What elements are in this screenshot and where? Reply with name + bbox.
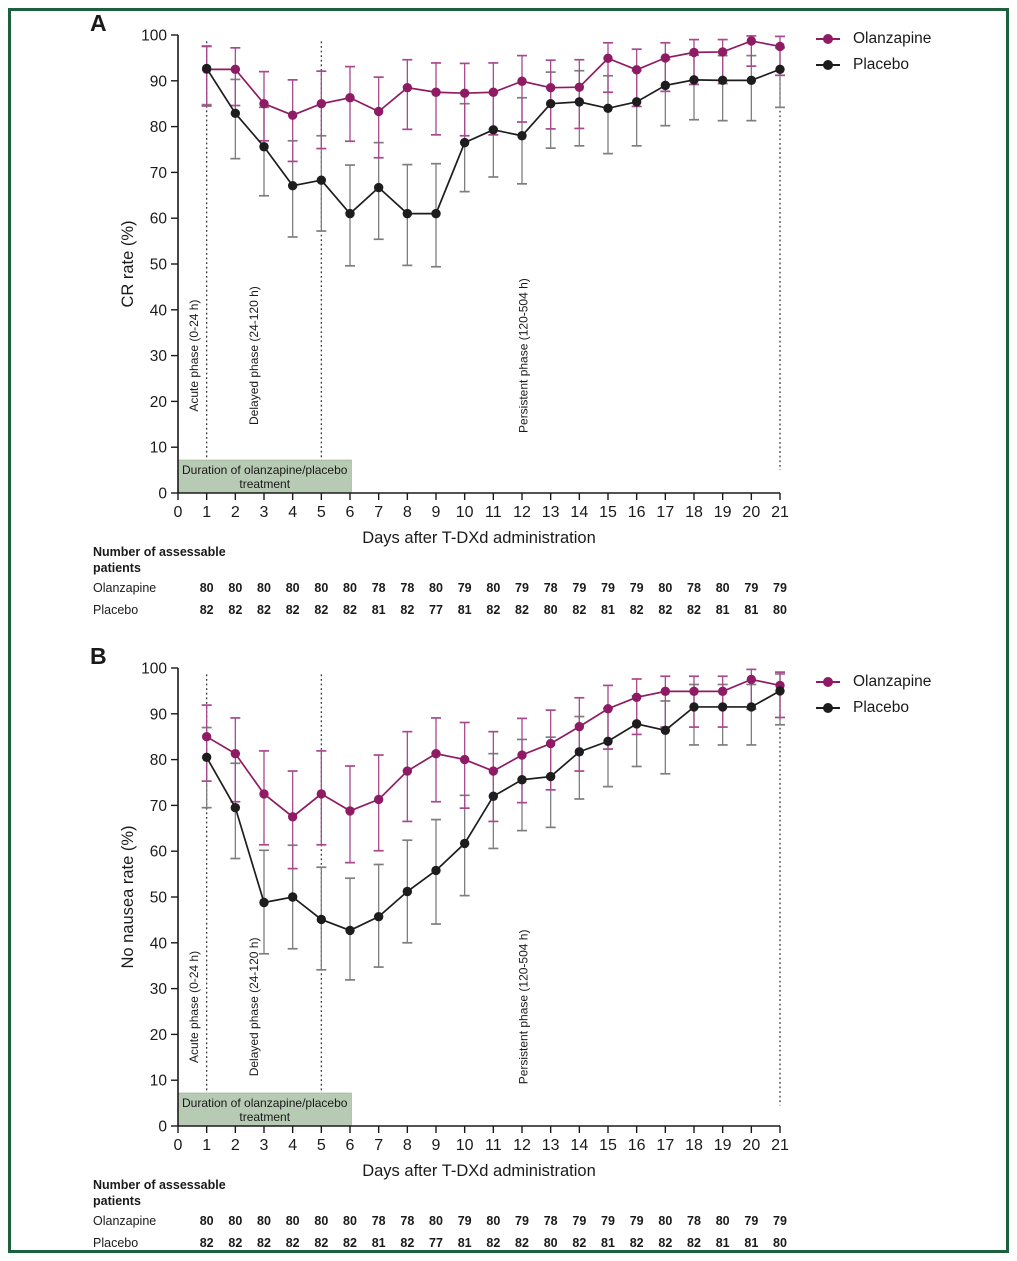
olanzapine-point <box>489 88 498 97</box>
placebo-point <box>632 719 641 728</box>
olanzapine-point <box>517 77 526 86</box>
svg-text:79: 79 <box>629 1214 644 1228</box>
svg-text:82: 82 <box>687 603 701 617</box>
svg-text:79: 79 <box>572 581 587 595</box>
svg-text:Delayed phase (24-120 h): Delayed phase (24-120 h) <box>246 937 261 1077</box>
svg-text:82: 82 <box>343 603 357 617</box>
svg-text:80: 80 <box>199 581 214 595</box>
olanzapine-point <box>317 789 326 798</box>
svg-text:0: 0 <box>173 1137 183 1154</box>
placebo-point <box>431 866 440 875</box>
panel-a-label: A <box>90 10 107 36</box>
olanzapine-point <box>575 83 584 92</box>
svg-text:19: 19 <box>713 1137 732 1154</box>
svg-text:82: 82 <box>257 603 271 617</box>
svg-text:82: 82 <box>687 1236 701 1250</box>
svg-text:82: 82 <box>658 1236 673 1250</box>
legend-item-olanzapine <box>816 673 931 691</box>
svg-text:79: 79 <box>572 1214 587 1228</box>
svg-text:17: 17 <box>656 504 675 521</box>
svg-text:9: 9 <box>431 504 441 521</box>
placebo-point <box>661 726 670 735</box>
svg-text:3: 3 <box>259 1137 269 1154</box>
olanzapine-point <box>403 766 412 775</box>
placebo-point <box>345 926 354 935</box>
placebo-point <box>288 892 297 901</box>
svg-text:30: 30 <box>149 348 167 366</box>
olanzapine-point <box>374 107 383 116</box>
placebo-point <box>317 915 326 924</box>
svg-text:20: 20 <box>742 504 761 521</box>
placebo-point <box>460 839 469 848</box>
olanzapine-point <box>345 806 354 815</box>
svg-text:14: 14 <box>570 1137 589 1154</box>
svg-text:80: 80 <box>773 1236 787 1250</box>
svg-text:2: 2 <box>230 1137 240 1154</box>
svg-text:79: 79 <box>744 1214 759 1228</box>
placebo-point <box>231 803 240 812</box>
olanzapine-point <box>431 88 440 97</box>
olanzapine-point <box>231 749 240 758</box>
placebo-point <box>403 209 412 218</box>
svg-text:81: 81 <box>457 1236 472 1250</box>
placebo-point <box>231 109 240 118</box>
placebo-line-marker-icon <box>816 64 840 67</box>
placebo-point <box>374 183 383 192</box>
svg-text:90: 90 <box>149 73 167 91</box>
svg-text:14: 14 <box>570 504 589 521</box>
placebo-point <box>517 131 526 140</box>
olanzapine-point <box>431 749 440 758</box>
placebo-point <box>747 76 756 85</box>
olanzapine-line-marker-icon <box>816 681 840 684</box>
olanzapine-point <box>718 687 727 696</box>
olanzapine-point <box>747 675 756 684</box>
svg-text:80: 80 <box>658 1214 673 1228</box>
svg-text:Placebo: Placebo <box>93 603 139 617</box>
svg-text:100: 100 <box>141 660 167 678</box>
phase-annotations <box>178 41 780 493</box>
placebo-point <box>603 737 612 746</box>
legend-item-placebo <box>816 56 931 74</box>
assessable-patients-table <box>93 1178 787 1250</box>
olanzapine-point <box>460 88 469 97</box>
svg-text:treatment: treatment <box>239 477 291 492</box>
placebo-point <box>460 138 469 147</box>
svg-text:CR rate (%): CR rate (%) <box>119 220 137 308</box>
svg-text:80: 80 <box>285 1214 300 1228</box>
svg-text:30: 30 <box>149 981 167 999</box>
svg-text:78: 78 <box>543 1214 558 1228</box>
svg-text:79: 79 <box>457 581 472 595</box>
svg-text:100: 100 <box>141 27 167 45</box>
svg-text:Duration of olanzapine/placebo: Duration of olanzapine/placebo <box>181 1096 348 1111</box>
svg-text:80: 80 <box>429 581 443 595</box>
olanzapine-point <box>460 755 469 764</box>
olanzapine-point <box>575 722 584 731</box>
svg-text:70: 70 <box>149 797 167 815</box>
placebo-point <box>661 81 670 90</box>
svg-text:12: 12 <box>513 504 531 521</box>
placebo-point <box>747 702 756 711</box>
svg-text:10: 10 <box>455 1137 474 1154</box>
olanzapine-point <box>546 83 555 92</box>
svg-text:60: 60 <box>149 210 167 228</box>
svg-text:0: 0 <box>158 485 167 503</box>
svg-text:79: 79 <box>744 581 759 595</box>
svg-text:79: 79 <box>601 1214 615 1228</box>
svg-text:21: 21 <box>771 504 789 521</box>
olanzapine-point <box>747 36 756 45</box>
olanzapine-point <box>231 65 240 74</box>
placebo-point <box>689 75 698 84</box>
panel-b <box>0 633 1017 1261</box>
svg-text:81: 81 <box>601 1236 615 1250</box>
placebo-point <box>718 702 727 711</box>
svg-text:80: 80 <box>543 1236 558 1250</box>
svg-text:78: 78 <box>400 581 415 595</box>
olanzapine-point <box>489 766 498 775</box>
svg-text:16: 16 <box>627 504 646 521</box>
svg-text:patients: patients <box>93 561 141 575</box>
olanzapine-point <box>689 48 698 57</box>
legend-a <box>816 30 931 74</box>
svg-text:79: 79 <box>457 1214 472 1228</box>
olanzapine-point <box>603 54 612 63</box>
svg-text:80: 80 <box>658 581 673 595</box>
legend-label-placebo: Placebo <box>853 699 910 716</box>
olanzapine-point <box>517 750 526 759</box>
placebo-point <box>689 702 698 711</box>
placebo-point <box>775 686 784 695</box>
svg-text:Persistent phase (120-504 h): Persistent phase (120-504 h) <box>516 929 531 1085</box>
svg-text:82: 82 <box>515 603 529 617</box>
svg-text:80: 80 <box>343 581 357 595</box>
svg-text:Persistent phase (120-504 h): Persistent phase (120-504 h) <box>516 278 531 433</box>
placebo-error-bars <box>202 674 785 980</box>
svg-text:0: 0 <box>158 1118 167 1136</box>
svg-text:0: 0 <box>173 504 183 521</box>
olanzapine-point <box>546 739 555 748</box>
placebo-point <box>259 898 268 907</box>
placebo-point <box>489 792 498 801</box>
svg-text:78: 78 <box>371 581 386 595</box>
svg-text:82: 82 <box>486 603 501 617</box>
svg-text:82: 82 <box>400 1236 415 1250</box>
svg-text:80: 80 <box>149 119 167 137</box>
svg-text:82: 82 <box>486 1236 501 1250</box>
svg-text:16: 16 <box>627 1137 646 1154</box>
placebo-point <box>288 181 297 190</box>
svg-text:81: 81 <box>601 603 615 617</box>
svg-text:2: 2 <box>230 504 240 521</box>
placebo-point <box>517 775 526 784</box>
placebo-point <box>374 912 383 921</box>
phase-annotations <box>178 674 780 1126</box>
svg-text:80: 80 <box>228 581 243 595</box>
svg-text:5: 5 <box>316 504 326 521</box>
svg-text:82: 82 <box>629 603 644 617</box>
olanzapine-point <box>345 93 354 102</box>
svg-text:19: 19 <box>713 504 732 521</box>
svg-text:Number of assessable: Number of assessable <box>93 1178 226 1192</box>
olanzapine-point <box>661 687 670 696</box>
svg-text:82: 82 <box>400 603 415 617</box>
svg-text:20: 20 <box>742 1137 761 1154</box>
olanzapine-point <box>259 789 268 798</box>
legend-item-placebo <box>816 699 931 717</box>
svg-text:81: 81 <box>744 603 759 617</box>
svg-text:10: 10 <box>149 439 167 457</box>
svg-text:77: 77 <box>429 1236 443 1250</box>
svg-text:82: 82 <box>572 603 587 617</box>
svg-text:70: 70 <box>149 164 167 182</box>
svg-text:79: 79 <box>515 581 529 595</box>
svg-text:82: 82 <box>314 1236 329 1250</box>
olanzapine-point <box>661 53 670 62</box>
olanzapine-point <box>632 65 641 74</box>
svg-text:Olanzapine: Olanzapine <box>93 581 157 595</box>
placebo-line-marker-icon <box>816 707 840 710</box>
svg-text:18: 18 <box>685 504 703 521</box>
svg-text:13: 13 <box>541 504 560 521</box>
svg-text:15: 15 <box>599 1137 617 1154</box>
svg-text:81: 81 <box>715 603 730 617</box>
svg-text:80: 80 <box>543 603 558 617</box>
svg-text:78: 78 <box>543 581 558 595</box>
svg-text:50: 50 <box>149 256 167 274</box>
placebo-point <box>546 772 555 781</box>
placebo-point <box>259 142 268 151</box>
svg-text:8: 8 <box>402 1137 412 1154</box>
svg-text:11: 11 <box>485 504 502 521</box>
placebo-point <box>718 76 727 85</box>
placebo-point <box>575 747 584 756</box>
olanzapine-point <box>259 99 268 108</box>
svg-text:80: 80 <box>429 1214 443 1228</box>
svg-text:80: 80 <box>199 1214 214 1228</box>
svg-text:82: 82 <box>343 1236 357 1250</box>
svg-text:81: 81 <box>744 1236 759 1250</box>
svg-text:78: 78 <box>687 581 701 595</box>
placebo-point <box>546 99 555 108</box>
svg-text:79: 79 <box>601 581 615 595</box>
svg-text:20: 20 <box>149 1026 167 1044</box>
svg-text:11: 11 <box>485 1137 502 1154</box>
svg-text:80: 80 <box>314 581 329 595</box>
svg-text:80: 80 <box>343 1214 357 1228</box>
svg-text:80: 80 <box>285 581 300 595</box>
legend-label-olanzapine: Olanzapine <box>853 30 932 47</box>
placebo-point <box>489 125 498 134</box>
svg-text:80: 80 <box>149 752 167 770</box>
olanzapine-point <box>718 47 727 56</box>
svg-text:9: 9 <box>431 1137 441 1154</box>
svg-text:82: 82 <box>629 1236 644 1250</box>
svg-text:80: 80 <box>228 1214 243 1228</box>
svg-text:3: 3 <box>259 504 269 521</box>
placebo-point <box>775 65 784 74</box>
svg-text:80: 80 <box>773 603 787 617</box>
olanzapine-point <box>288 812 297 821</box>
svg-text:81: 81 <box>715 1236 730 1250</box>
olanzapine-point <box>403 83 412 92</box>
placebo-point <box>431 209 440 218</box>
chart-b-no-nausea-rate <box>0 633 1017 1261</box>
svg-text:17: 17 <box>656 1137 675 1154</box>
svg-text:10: 10 <box>149 1072 167 1090</box>
olanzapine-point <box>603 704 612 713</box>
svg-text:82: 82 <box>515 1236 529 1250</box>
placebo-point <box>202 753 211 762</box>
svg-text:4: 4 <box>288 504 298 521</box>
legend-label-olanzapine: Olanzapine <box>853 673 932 690</box>
svg-text:12: 12 <box>513 1137 531 1154</box>
svg-text:90: 90 <box>149 706 167 724</box>
svg-text:80: 80 <box>257 581 271 595</box>
svg-text:Days after T-DXd administratio: Days after T-DXd administration <box>362 529 596 547</box>
svg-text:Acute phase (0-24 h): Acute phase (0-24 h) <box>186 950 201 1063</box>
svg-text:80: 80 <box>314 1214 329 1228</box>
svg-text:7: 7 <box>374 1137 384 1154</box>
svg-text:80: 80 <box>715 581 730 595</box>
svg-text:Days after T-DXd administratio: Days after T-DXd administration <box>362 1162 596 1180</box>
svg-text:Olanzapine: Olanzapine <box>93 1214 157 1228</box>
svg-text:82: 82 <box>228 1236 243 1250</box>
svg-text:40: 40 <box>149 302 167 320</box>
olanzapine-line-marker-icon <box>816 38 840 41</box>
olanzapine-point <box>775 42 784 51</box>
assessable-patients-table <box>93 545 787 617</box>
svg-text:79: 79 <box>773 1214 787 1228</box>
svg-text:82: 82 <box>314 603 329 617</box>
svg-text:Delayed phase (24-120 h): Delayed phase (24-120 h) <box>246 286 261 425</box>
svg-text:79: 79 <box>515 1214 529 1228</box>
svg-text:40: 40 <box>149 935 167 953</box>
svg-text:82: 82 <box>199 603 214 617</box>
svg-text:77: 77 <box>429 603 443 617</box>
svg-text:Acute phase (0-24 h): Acute phase (0-24 h) <box>186 299 201 412</box>
svg-text:1: 1 <box>202 1137 212 1154</box>
panel-b-label: B <box>90 643 107 669</box>
svg-text:Placebo: Placebo <box>93 1236 139 1250</box>
svg-text:6: 6 <box>345 1137 355 1154</box>
placebo-point <box>575 97 584 106</box>
svg-text:82: 82 <box>199 1236 214 1250</box>
svg-text:80: 80 <box>257 1214 271 1228</box>
svg-text:79: 79 <box>629 581 644 595</box>
placebo-point <box>317 175 326 184</box>
placebo-point <box>632 97 641 106</box>
svg-text:80: 80 <box>486 1214 501 1228</box>
olanzapine-point <box>317 99 326 108</box>
svg-text:Number of assessable: Number of assessable <box>93 545 226 559</box>
svg-text:82: 82 <box>285 1236 300 1250</box>
legend-item-olanzapine <box>816 30 931 48</box>
svg-text:Duration of olanzapine/placebo: Duration of olanzapine/placebo <box>181 463 348 478</box>
svg-text:81: 81 <box>457 603 472 617</box>
svg-text:82: 82 <box>658 603 673 617</box>
olanzapine-point <box>374 795 383 804</box>
svg-text:82: 82 <box>285 603 300 617</box>
svg-text:50: 50 <box>149 889 167 907</box>
svg-text:78: 78 <box>371 1214 386 1228</box>
svg-text:7: 7 <box>374 504 384 521</box>
svg-text:treatment: treatment <box>239 1110 291 1125</box>
placebo-point <box>345 209 354 218</box>
olanzapine-point <box>288 110 297 119</box>
svg-text:81: 81 <box>371 1236 386 1250</box>
svg-text:78: 78 <box>687 1214 701 1228</box>
svg-text:8: 8 <box>402 504 412 521</box>
svg-text:10: 10 <box>455 504 474 521</box>
svg-text:60: 60 <box>149 843 167 861</box>
svg-text:1: 1 <box>202 504 212 521</box>
olanzapine-point <box>632 693 641 702</box>
legend-label-placebo: Placebo <box>853 56 910 73</box>
svg-text:82: 82 <box>228 603 243 617</box>
svg-text:82: 82 <box>257 1236 271 1250</box>
olanzapine-point <box>202 732 211 741</box>
placebo-point <box>202 64 211 73</box>
svg-text:patients: patients <box>93 1194 141 1208</box>
svg-text:80: 80 <box>486 581 501 595</box>
olanzapine-point <box>689 687 698 696</box>
svg-text:15: 15 <box>599 504 617 521</box>
svg-text:20: 20 <box>149 393 167 411</box>
placebo-point <box>603 104 612 113</box>
svg-text:78: 78 <box>400 1214 415 1228</box>
legend-b <box>816 673 931 717</box>
svg-text:79: 79 <box>773 581 787 595</box>
svg-text:18: 18 <box>685 1137 703 1154</box>
svg-text:6: 6 <box>345 504 355 521</box>
placebo-point <box>403 887 412 896</box>
svg-text:4: 4 <box>288 1137 298 1154</box>
svg-text:5: 5 <box>316 1137 326 1154</box>
svg-text:82: 82 <box>572 1236 587 1250</box>
svg-text:21: 21 <box>771 1137 789 1154</box>
svg-text:81: 81 <box>371 603 386 617</box>
svg-text:13: 13 <box>541 1137 560 1154</box>
svg-text:80: 80 <box>715 1214 730 1228</box>
svg-text:No nausea rate (%): No nausea rate (%) <box>119 825 137 969</box>
